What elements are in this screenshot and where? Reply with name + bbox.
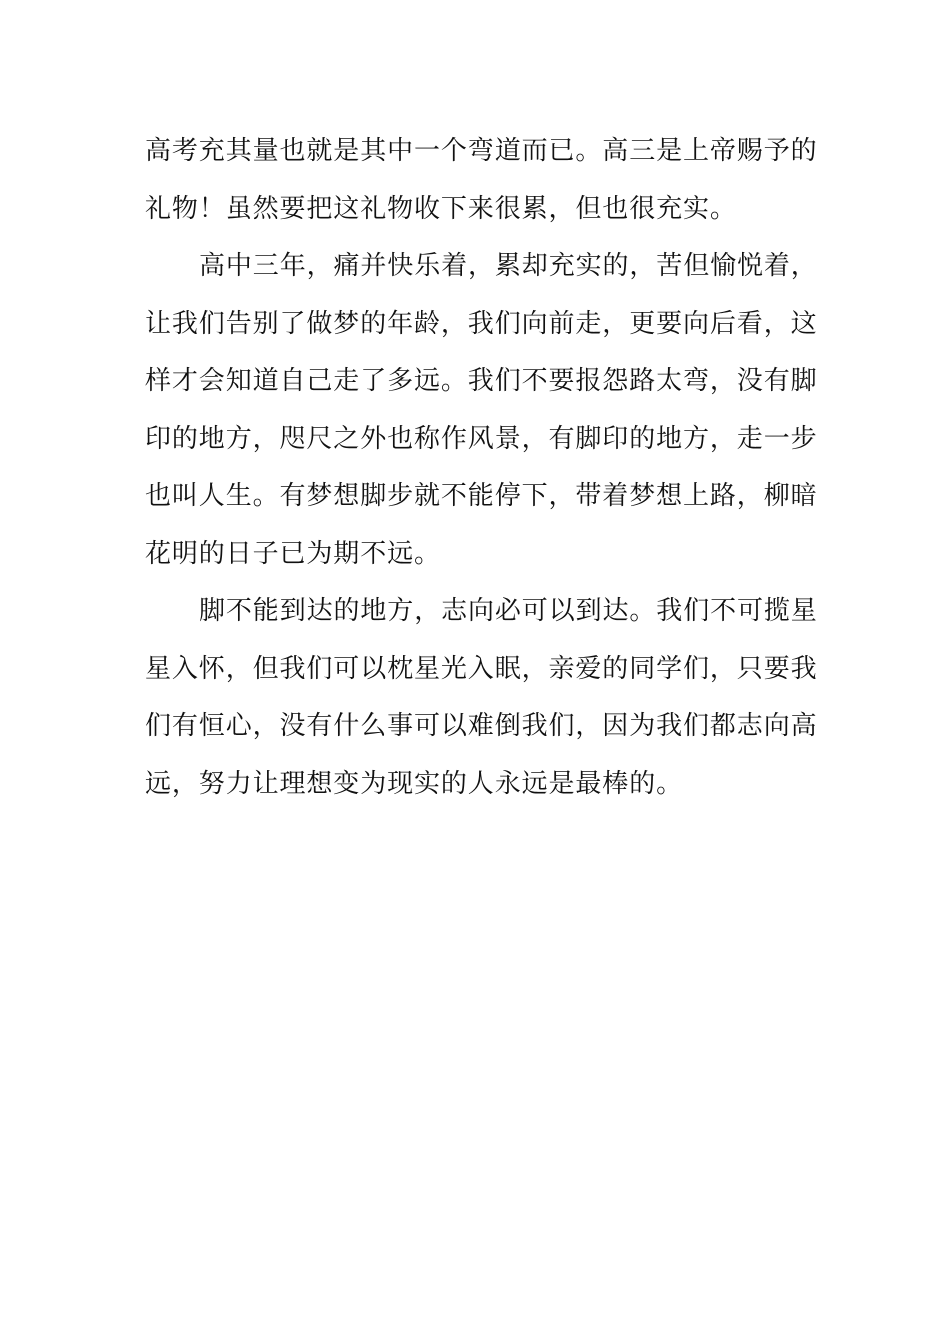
paragraph-first-line: 高中三年，痛并快乐着，累却充实的，苦但愉悦着， [199,251,818,281]
paragraph-line: 印的地方，咫尺之外也称作风景，有脚印的地方，走一步 [145,423,818,454]
paragraph-line: 们有恒心，没有什么事可以难倒我们，因为我们都志向高 [145,711,818,741]
paragraph-1 [145,123,818,238]
paragraph-line: 样才会知道自己走了多远。我们不要报怨路太弯，没有脚 [145,366,818,396]
paragraph-3 [145,583,818,813]
document-body [145,123,818,813]
paragraph-line: 高考充其量也就是其中一个弯道而已。高三是上帝赐予的 [145,136,818,166]
paragraph-line: 花明的日子已为期不远。 [145,538,441,569]
paragraph-line: 远，努力让理想变为现实的人永远是最棒的。 [145,768,684,799]
paragraph-first-line: 脚不能到达的地方，志向必可以到达。我们不可揽星 [199,596,818,626]
paragraph-line: 礼物！虽然要把这礼物收下来很累，但也很充实。 [145,193,737,224]
paragraph-line: 星入怀，但我们可以枕星光入眠，亲爱的同学们，只要我 [145,653,818,684]
paragraph-2 [145,238,818,583]
paragraph-line: 让我们告别了做梦的年龄，我们向前走，更要向后看，这 [145,308,818,339]
paragraph-line: 也叫人生。有梦想脚步就不能停下，带着梦想上路，柳暗 [145,481,818,511]
